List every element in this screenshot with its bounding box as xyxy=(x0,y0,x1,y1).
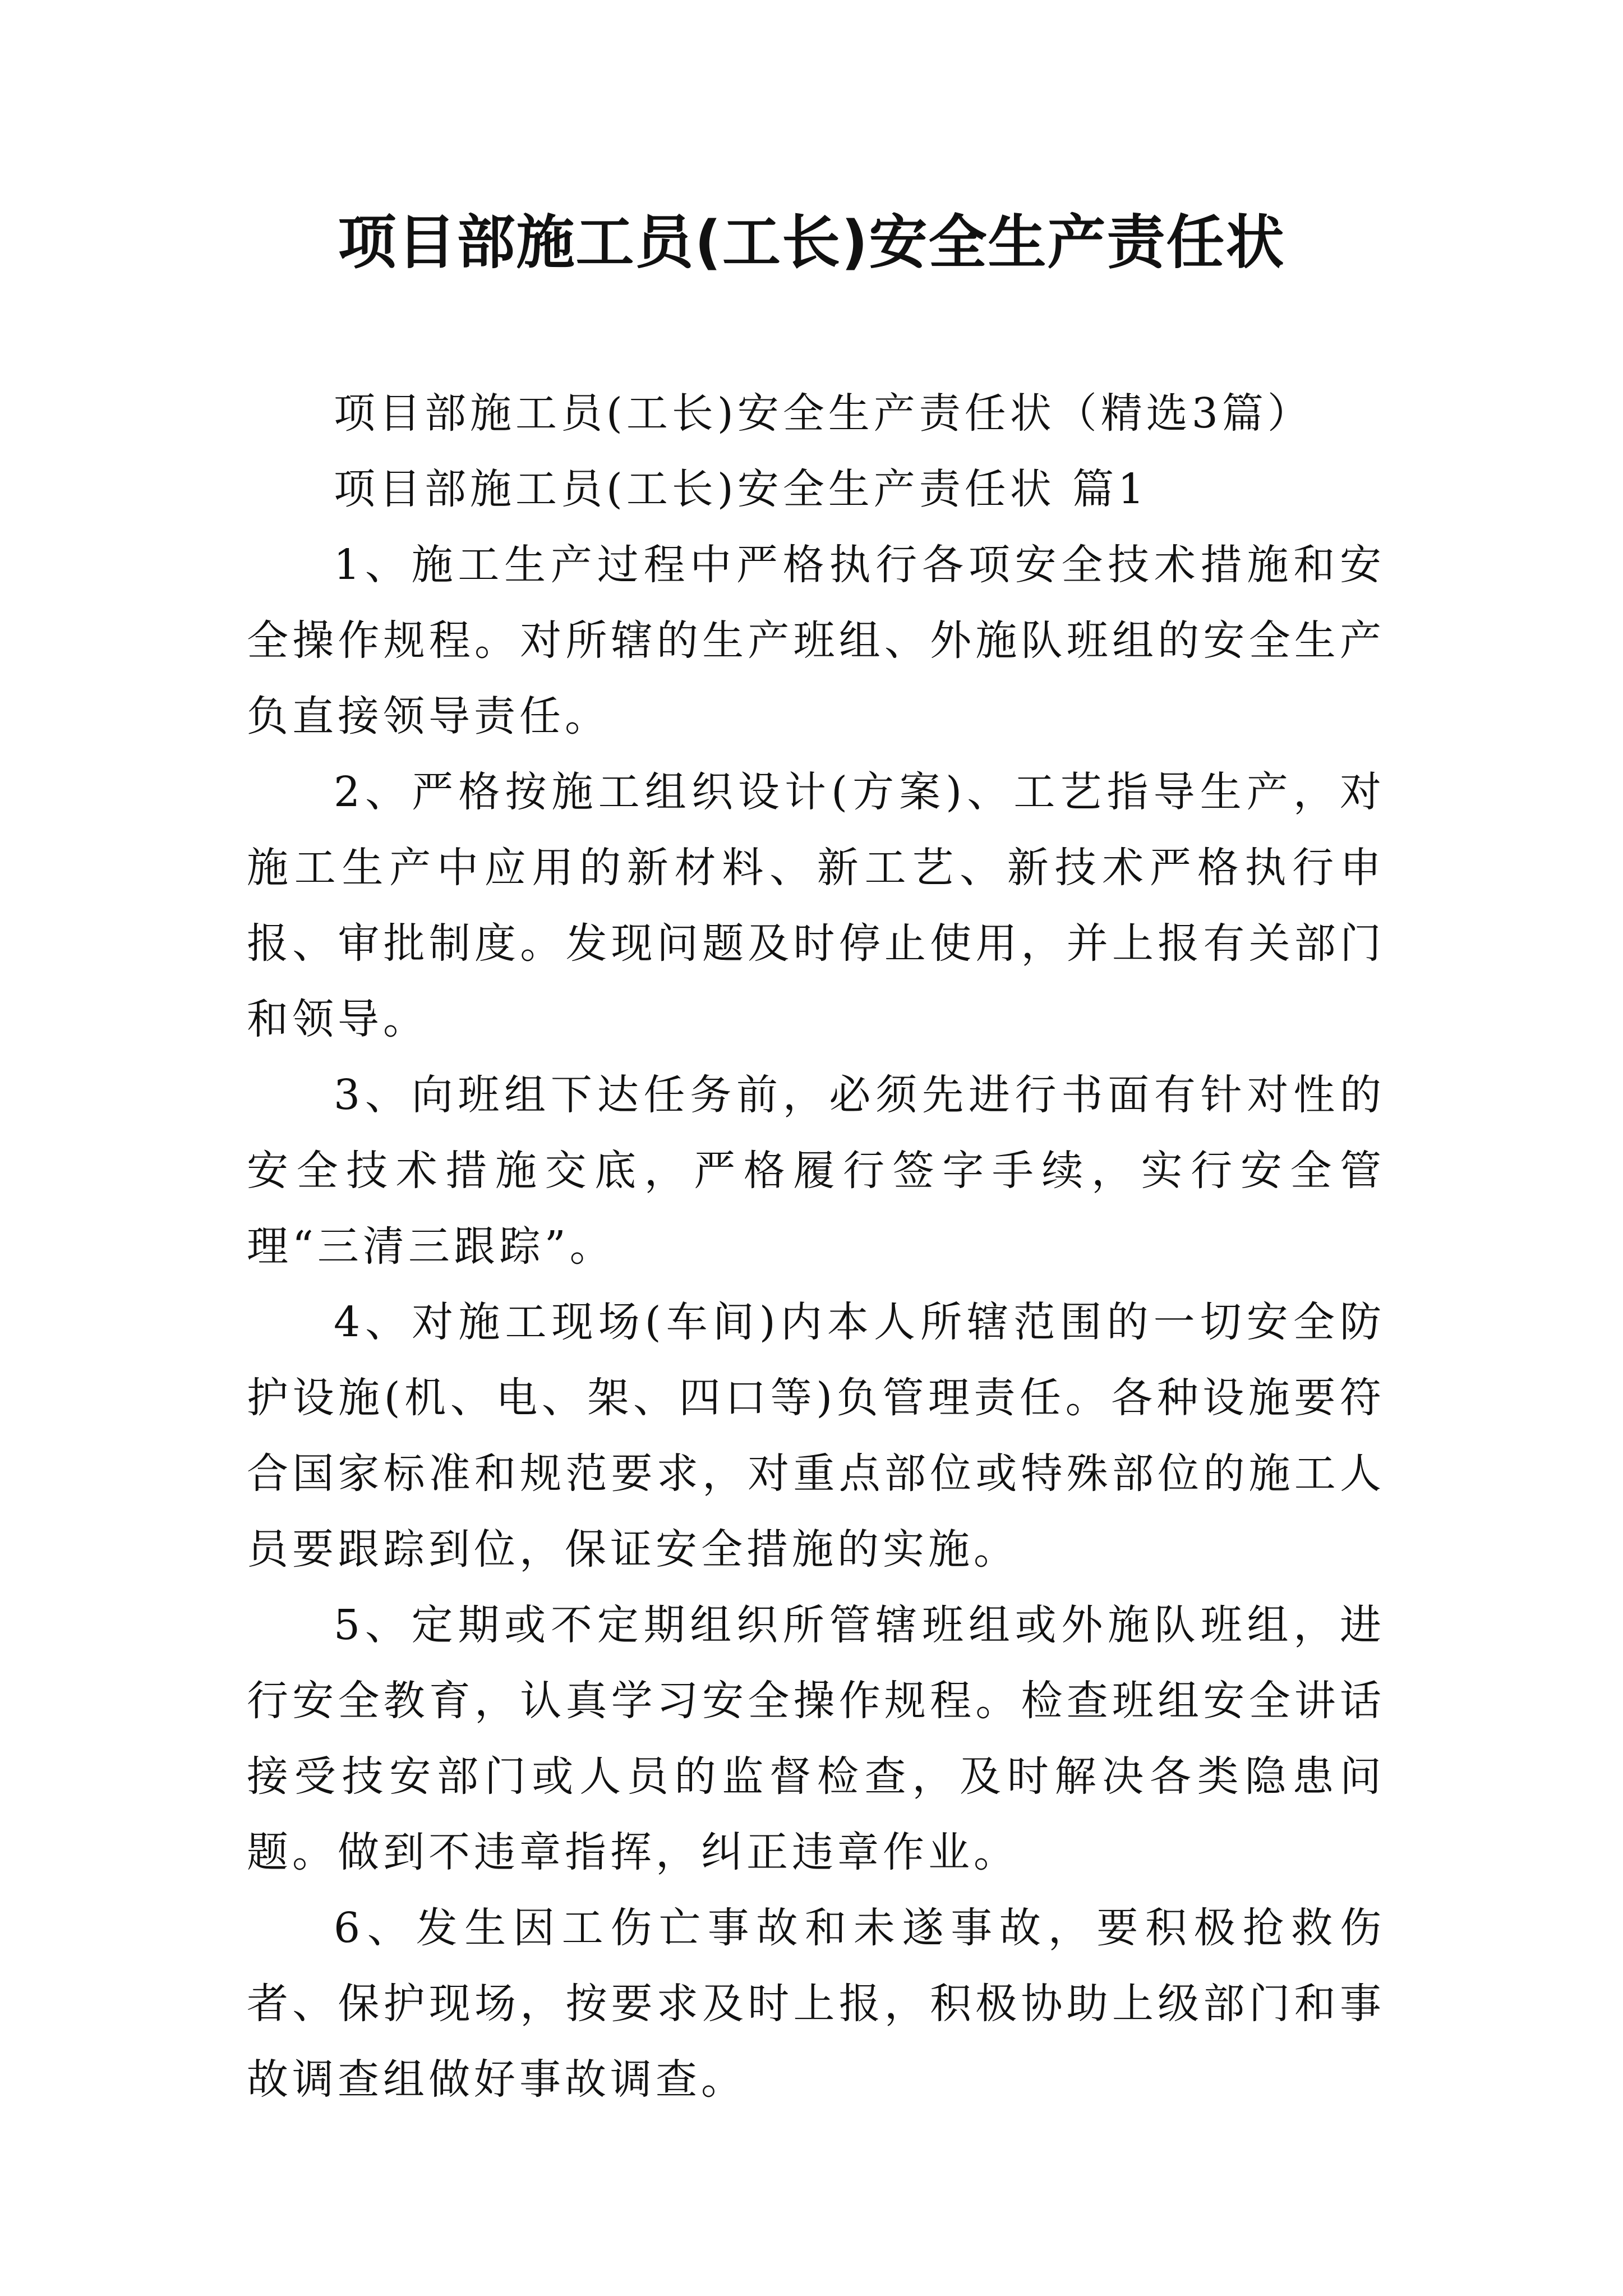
paragraph-4: 4、对施工现场(车间)内本人所辖范围的一切安全防护设施(机、电、架、四口等)负管理责任。各种设施要符合国家标准和规范要求，对重点部位或特殊部位的施工人员要跟踪到位，保证安全措施的实施。 xyxy=(247,1298,1385,1573)
paragraph-1: 1、施工生产过程中严格执行各项安全技术措施和安全操作规程。对所辖的生产班组、外施队班组的安全生产负直接领导责任。 xyxy=(247,541,1385,740)
paragraph-3: 3、向班组下达任务前，必须先进行书面有针对性的安全技术措施交底，严格履行签字手续，实行安全管理“三清三跟踪”。 xyxy=(247,1071,1385,1271)
document-subtitle: 项目部施工员(工长)安全生产责任状（精选3篇） xyxy=(334,389,1313,438)
section-heading: 项目部施工员(工长)安全生产责任状 篇1 xyxy=(334,465,1149,513)
document-title: 项目部施工员(工长)安全生产责任状 xyxy=(338,208,1285,277)
paragraph-2: 2、严格按施工组织设计(方案)、工艺指导生产，对施工生产中应用的新材料、新工艺、新技术严格执行申报、审批制度。发现问题及时停止使用，并上报有关部门和领导。 xyxy=(247,768,1385,1043)
document-body xyxy=(247,376,1385,2118)
paragraph-5: 5、定期或不定期组织所管辖班组或外施队班组，进行安全教育，认真学习安全操作规程。检查班组安全讲话接受技安部门或人员的监督检查，及时解决各类隐患问题。做到不违章指挥，纠正违章作业。 xyxy=(247,1601,1385,1876)
paragraph-6: 6、发生因工伤亡事故和未遂事故，要积极抢救伤者、保护现场，按要求及时上报，积极协助上级部门和事故调查组做好事故调查。 xyxy=(247,1904,1385,2104)
